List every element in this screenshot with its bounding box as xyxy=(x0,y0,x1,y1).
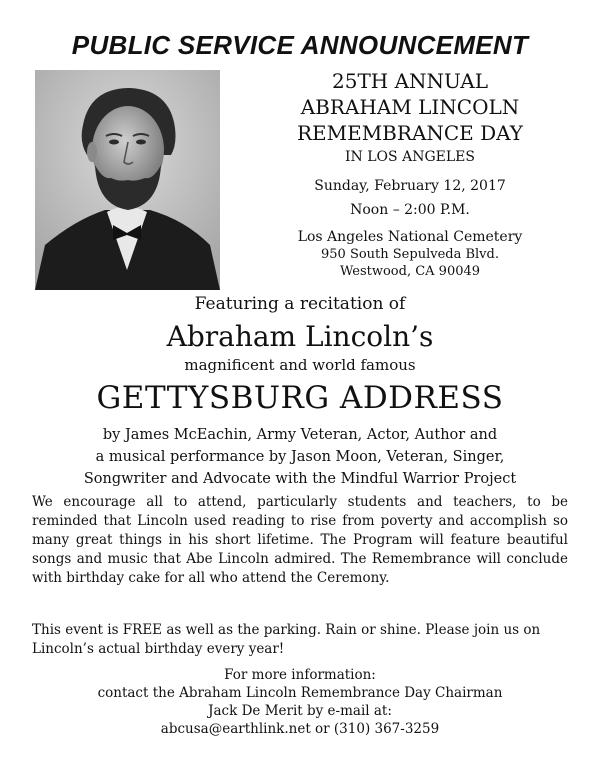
event-title: REMEMBRANCE DAY xyxy=(296,121,524,145)
performers-line2: a musical performance by Jason Moon, Veteran, Singer, xyxy=(95,449,505,465)
lincoln-portrait xyxy=(35,70,220,290)
contact-chairman: contact the Abraham Lincoln Remembrance Day Chairman xyxy=(97,685,503,701)
event-header xyxy=(240,68,580,280)
contact-email-phone: abcusa@earthlink.net or (310) 367-3259 xyxy=(160,721,440,737)
performers-description xyxy=(30,424,570,490)
performers-line1: by James McEachin, Army Veteran, Actor, Author and xyxy=(102,427,498,443)
contact-block xyxy=(0,666,600,738)
contact-name: Jack De Merit by e-mail at: xyxy=(208,703,392,719)
body-paragraph-free-event: This event is FREE as well as the parking. Rain or shine. Please join us on Lincoln’s actual birthday every year! xyxy=(32,622,541,657)
venue-address-line2: Westwood, CA 90049 xyxy=(339,264,481,279)
featuring-work-title: GETTYSBURG ADDRESS xyxy=(96,380,504,416)
event-city: IN LOS ANGELES xyxy=(345,149,475,165)
psa-title: PUBLIC SERVICE ANNOUNCEMENT xyxy=(71,30,529,60)
featuring-intro: Featuring a recitation of xyxy=(194,294,406,314)
event-annual: 25TH ANNUAL xyxy=(332,69,488,93)
featuring-subject: Abraham Lincoln’s xyxy=(166,320,434,353)
event-venue: Los Angeles National Cemetery xyxy=(297,229,523,245)
featuring-descriptor: magnificent and world famous xyxy=(184,356,416,374)
event-name: ABRAHAM LINCOLN xyxy=(300,95,520,119)
event-time: Noon – 2:00 P.M. xyxy=(350,202,470,218)
contact-heading: For more information: xyxy=(224,667,376,683)
performers-line3: Songwriter and Advocate with the Mindful Warrior Project xyxy=(83,471,517,487)
body-paragraph-invitation: We encourage all to attend, particularly students and teachers, to be reminded that Lincoln used reading to rise from poverty and accomplish so many great things in his short lifetime. The Program will feature beautiful songs and music that Abe Lincoln admired. The Remembrance will conclude with birthday cake for all who attend the Ceremony. xyxy=(32,494,568,586)
venue-address-line1: 950 South Sepulveda Blvd. xyxy=(321,247,499,262)
event-date: Sunday, February 12, 2017 xyxy=(314,178,506,194)
